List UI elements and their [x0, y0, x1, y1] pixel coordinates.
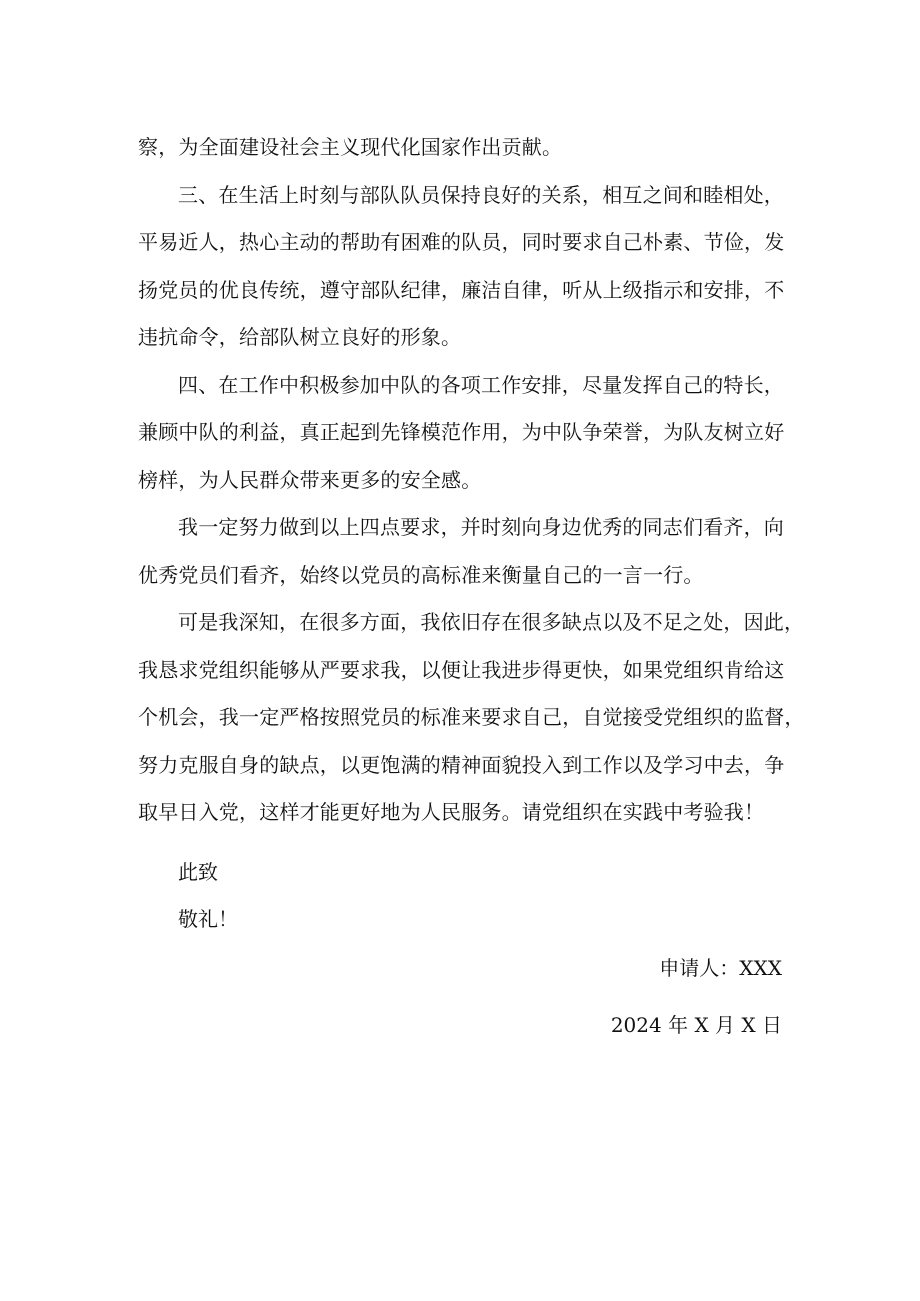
body-line: 平易近人，热心主动的帮助有困难的队员，同时要求自己朴素、节俭，发 [138, 230, 785, 254]
body-line: 三、在生活上时刻与部队队员保持良好的关系，相互之间和睦相处， [178, 182, 784, 207]
body-line: 优秀党员们看齐，始终以党员的高标准来衡量自己的一言一行。 [138, 562, 704, 587]
body-line: 可是我深知，在很多方面，我依旧存在很多缺点以及不足之处，因此， [178, 610, 805, 634]
signature-date: 2024 年 X 月 X 日 [610, 1013, 782, 1037]
letter-body [138, 124, 805, 837]
body-line: 努力克服自身的缺点，以更饱满的精神面貌投入到工作以及学习中去，争 [138, 752, 785, 777]
body-line: 个机会，我一定严格按照党员的标准来要求自己，自觉接受党组织的监督， [138, 705, 805, 729]
body-line: 我恳求党组织能够从严要求我，以便让我进步得更快，如果党组织肯给这 [138, 657, 785, 682]
body-line: 四、在工作中积极参加中队的各项工作安排，尽量发挥自己的特长， [178, 372, 784, 397]
body-line: 扬党员的优良传统，遵守部队纪律，廉洁自律，听从上级指示和安排，不 [138, 277, 785, 302]
body-line: 我一定努力做到以上四点要求，并时刻向身边优秀的同志们看齐，向 [178, 515, 784, 539]
closing-salutation: 此致 [178, 860, 218, 884]
body-line: 违抗命令，给部队树立良好的形象。 [138, 325, 462, 349]
body-line: 取早日入党，这样才能更好地为人民服务。请党组织在实践中考验我！ [138, 800, 765, 824]
body-line: 榜样，为人民群众带来更多的安全感。 [138, 467, 482, 492]
body-line: 兼顾中队的利益，真正起到先锋模范作用，为中队争荣誉，为队友树立好 [138, 420, 785, 444]
body-line: 察，为全面建设社会主义现代化国家作出贡献。 [138, 135, 563, 159]
signature-applicant: 申请人：XXX [659, 956, 782, 980]
closing-regards: 敬礼！ [178, 907, 238, 931]
